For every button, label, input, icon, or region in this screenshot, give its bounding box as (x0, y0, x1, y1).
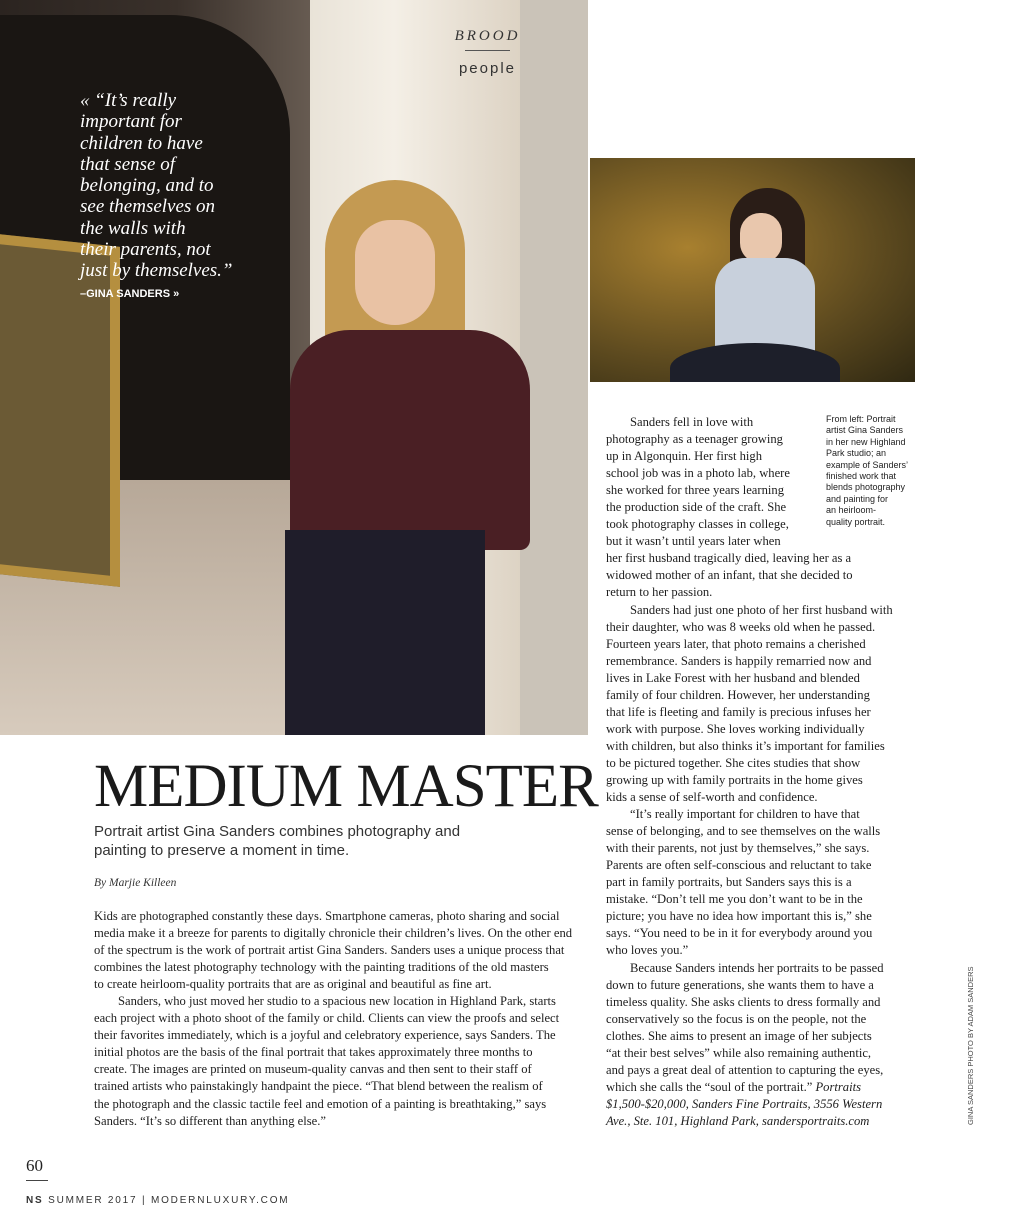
body-line: who loves you.” (606, 943, 689, 958)
body-line: each project with a photo shoot of the family or child. Clients can view the proofs and select (94, 1011, 560, 1026)
body-line: kids a sense of self-worth and confidence. (606, 790, 818, 805)
body-line: to be pictured together. She cites studies that show (606, 755, 861, 770)
body-line: “It’s really important for children to have that (630, 807, 860, 822)
body-line: mistake. “Don’t tell me you don’t want to be in the (606, 892, 863, 907)
body-column-left (94, 908, 588, 1130)
section-sublabel: people (458, 60, 517, 77)
subject-blouse (290, 330, 530, 550)
body-line: Parents are often self-conscious and reluctant to take (606, 858, 872, 873)
subject-skirt (285, 530, 485, 735)
wall-edge (520, 0, 588, 735)
body-line: family of four children. However, her understanding (606, 687, 870, 702)
body-line: Fourteen years later, that photo remains a cherished (606, 636, 866, 651)
byline: By Marjie Killeen (94, 877, 177, 889)
child-portrait-photo (590, 158, 915, 382)
pull-quote-line: that sense of (80, 153, 175, 175)
pull-quote (80, 90, 270, 282)
body-line: says. “You need to be in it for everybody around you (606, 926, 873, 941)
body-line: combines the latest photography technology with the painting traditions of the old masters (94, 960, 549, 975)
headline: MEDIUM MASTER (94, 753, 598, 820)
body-line: the production side of the craft. She (606, 500, 787, 515)
folio-site: MODERNLUXURY.COM (150, 1195, 290, 1206)
pull-quote-line: their parents, not (80, 239, 211, 261)
body-line: create. The images are printed on museum-quality canvas and then sent to their staff of (94, 1062, 532, 1077)
body-line: her first husband tragically died, leaving her as a (606, 551, 852, 566)
section-divider (465, 50, 510, 51)
body-line: sense of belonging, and to see themselves on the walls (606, 824, 881, 839)
body-line: Sanders fell in love with (630, 415, 754, 429)
body-line: remembrance. Sanders is happily remarried now and (606, 653, 872, 668)
body-line: she worked for three years learning (606, 483, 784, 498)
body-line: clothes. She aims to present an image of her subjects (606, 1028, 872, 1043)
main-portrait-photo (0, 0, 588, 735)
body-line: the photograph and the classic tactile feel and emotion of a painting is breathtaking,” says (94, 1096, 547, 1111)
body-line: their daughter, who was 8 weeks old when he passed. (606, 619, 876, 634)
body-line: Sanders had just one photo of her first husband with (630, 602, 893, 617)
pull-quote-line: « “It’s really (80, 90, 177, 111)
body-line: to create heirloom-quality portraits that are as original and beautiful as fine art. (94, 977, 492, 992)
pull-quote-line: see themselves on (80, 196, 216, 218)
photo-credit: GINA SANDERS PHOTO BY ADAM SANDERS (966, 966, 975, 1125)
folio-brand: NS (26, 1195, 44, 1206)
pull-quote-line: belonging, and to (80, 175, 214, 197)
body-line: growing up with family portraits in the home gives (606, 772, 863, 787)
body-line: timeless quality. She asks clients to dress formally and (606, 994, 881, 1009)
body-line: of the spectrum is the work of portrait artist Gina Sanders. Sanders uses a unique process that (94, 943, 565, 958)
body-line: Sanders, who just moved her studio to a spacious new location in Highland Park, starts (118, 994, 556, 1009)
caption-line: Park studio; an (826, 448, 887, 459)
body-line: return to her passion. (606, 585, 713, 600)
body-line: Because Sanders intends her portraits to be passed (630, 960, 884, 975)
folio-issue: SUMMER 2017 (48, 1195, 138, 1206)
gilded-frame (0, 233, 120, 587)
subject-face (355, 220, 435, 325)
dek-line: painting to preserve a moment in time. (94, 842, 350, 859)
body-line: down to future generations, she wants them to have a (606, 977, 874, 992)
body-line: but it wasn’t until years later when (606, 534, 781, 549)
caption-line: example of Sanders’ (826, 459, 909, 470)
price-lead: Portraits (812, 1079, 861, 1094)
body-line: part in family portraits, but Sanders says this is a (606, 875, 852, 890)
caption-line: quality portrait. (826, 516, 886, 527)
body-line: media make it a breeze for parents to digitally chronicle their children’s lives. On the other end (94, 926, 573, 941)
caption-line: and painting for (826, 493, 889, 504)
body-line: and pays a great deal of attention to capturing the eyes, (606, 1062, 884, 1077)
pull-quote-attribution: –GINA SANDERS » (80, 288, 180, 300)
body-line: work with purpose. She loves working individually (606, 721, 865, 736)
portrait-subject (280, 180, 530, 735)
body-line: with their parents, not just by themselves,” she says. (606, 841, 870, 856)
body-line: which she calls the “soul of the portrait.” Portraits (606, 1079, 861, 1094)
folio (26, 1195, 289, 1206)
caption-line: artist Gina Sanders (826, 425, 904, 436)
body-line: Kids are photographed constantly these days. Smartphone cameras, photo sharing and social (94, 909, 560, 923)
body-line: school job was in a photo lab, where (606, 466, 790, 481)
body-line: “at their best selves” while also remaining authentic, (606, 1045, 872, 1060)
body-line: photography as a teenager growing (606, 432, 783, 447)
caption-line: an heirloom- (826, 505, 877, 516)
body-line: Sanders. “It’s so different than anything else.” (94, 1113, 326, 1128)
body-column-right (606, 414, 896, 1130)
body-line: their favorites immediately, which is a joyful and celebratory experience, says Sanders. The (94, 1028, 556, 1043)
child-face (740, 213, 782, 263)
body-line: widowed mother of an infant, that she decided to (606, 568, 853, 583)
caption-line: From left: Portrait (826, 414, 896, 424)
page-number-rule (26, 1180, 48, 1181)
body-line: $1,500-$20,000, Sanders Fine Portraits, 3556 Western (606, 1096, 883, 1111)
body-line: initial photos are the basis of the final portrait that takes approximately three months to (94, 1045, 533, 1060)
body-line: trained artists who painstakingly handpaint the piece. “That blend between the realism of (94, 1079, 543, 1094)
folio-separator: | (141, 1195, 147, 1206)
body-line: took photography classes in college, (606, 517, 789, 532)
pull-quote-line: the walls with (80, 217, 186, 239)
body-line: picture; you have no idea how important this is,” she (606, 909, 872, 924)
body-line: with children, but also thinks it’s important for families (606, 738, 885, 753)
page-number: 60 (26, 1156, 43, 1175)
body-line: up in Algonquin. Her first high (606, 449, 763, 464)
body-line: lives in Lake Forest with her husband and blended (606, 670, 860, 685)
pull-quote-line: children to have (80, 132, 203, 154)
caption-line: in her new Highland (826, 436, 906, 447)
caption-line: finished work that (826, 471, 897, 482)
pull-quote-line: just by themselves.” (80, 260, 233, 282)
body-line: that life is fleeting and family is precious infuses her (606, 704, 871, 719)
body-line: conservatively so the focus is on the people, not the (606, 1011, 867, 1026)
dek (94, 822, 534, 860)
caption-line: blends photography (826, 482, 906, 493)
section-label: BROOD (454, 28, 521, 44)
body-line: Ave., Ste. 101, Highland Park, sandersportraits.com (606, 1113, 870, 1128)
dek-line: Portrait artist Gina Sanders combines photography and (94, 823, 461, 840)
pull-quote-line: important for (80, 111, 182, 133)
